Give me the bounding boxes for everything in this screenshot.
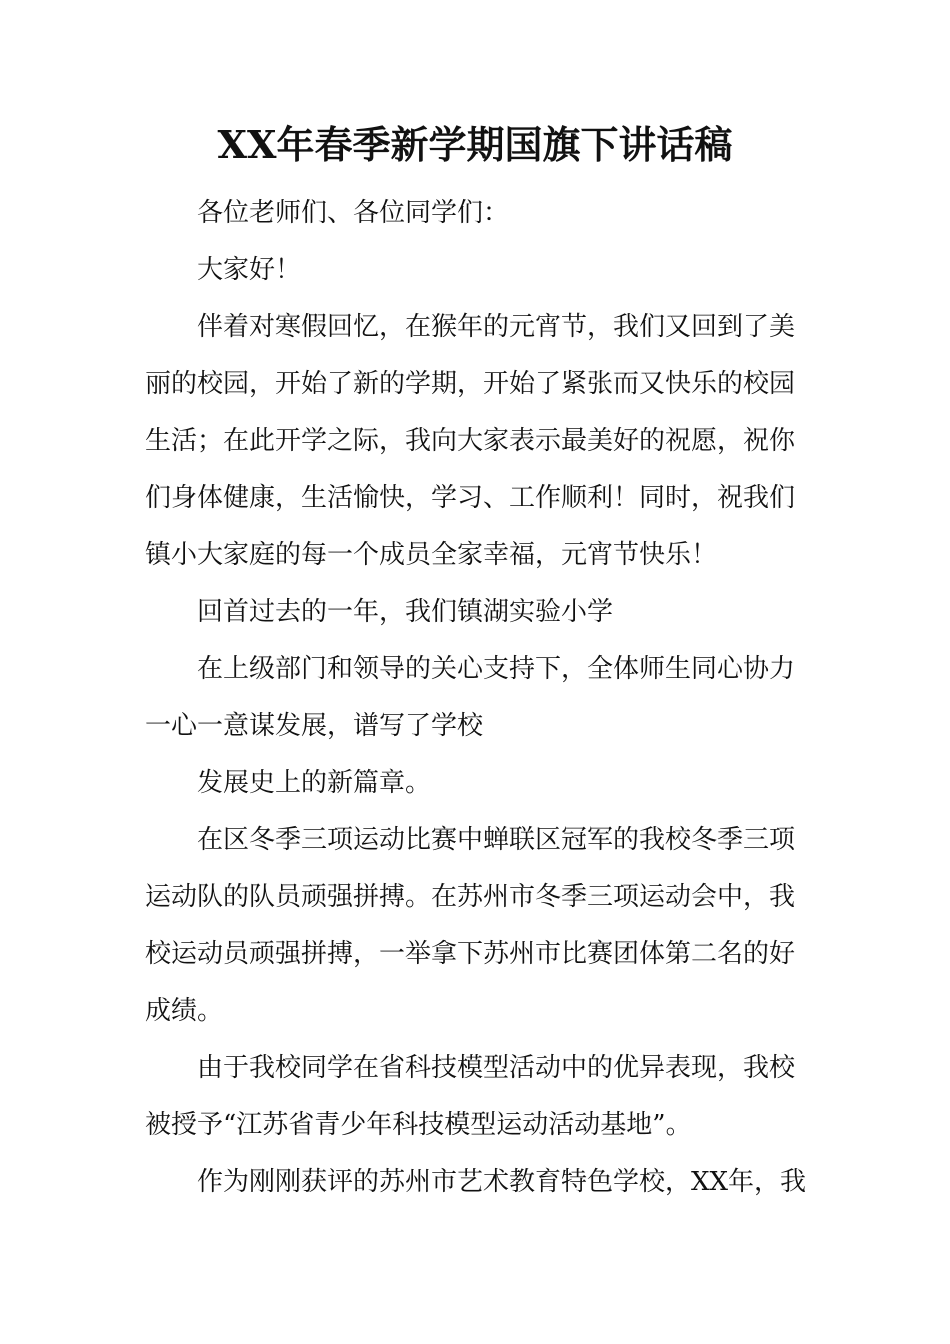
paragraph-line: 生活；在此开学之际，我向大家表示最美好的祝愿，祝你 — [145, 426, 796, 456]
paragraph-line: 发展史上的新篇章。 — [197, 768, 432, 798]
paragraph-line: 作为刚刚获评的苏州市艺术教育特色学校，XX年，我 — [197, 1167, 807, 1197]
paragraph-line: 丽的校园，开始了新的学期，开始了紧张而又快乐的校园 — [145, 369, 796, 399]
paragraph-line: 运动队的队员顽强拼搏。在苏州市冬季三项运动会中，我 — [145, 882, 796, 912]
paragraph-line: 被授予“江苏省青少年科技模型运动活动基地”。 — [145, 1110, 692, 1140]
paragraph-line: 镇小大家庭的每一个成员全家幸福，元宵节快乐！ — [145, 540, 718, 570]
paragraph — [145, 812, 809, 1040]
paragraph — [145, 1154, 809, 1211]
document-title: XX年春季新学期国旗下讲话稿 — [217, 122, 733, 167]
paragraph-line: 在区冬季三项运动比赛中蝉联区冠军的我校冬季三项 — [197, 825, 796, 855]
paragraph — [145, 755, 809, 812]
paragraph-line: 大家好！ — [197, 255, 302, 285]
paragraph-line: 在上级部门和领导的关心支持下，全体师生同心协力 — [197, 654, 796, 684]
paragraph-line: 成绩。 — [145, 996, 224, 1026]
paragraph-line: 回首过去的一年，我们镇湖实验小学 — [197, 597, 614, 627]
paragraph-line: 由于我校同学在省科技模型活动中的优异表现，我校 — [197, 1053, 796, 1083]
paragraph-line: 们身体健康，生活愉快，学习、工作顺利！同时，祝我们 — [145, 483, 796, 513]
paragraph — [145, 242, 809, 299]
document-body — [145, 185, 809, 1211]
paragraph-line: 校运动员顽强拼搏，一举拿下苏州市比赛团体第二名的好 — [145, 939, 796, 969]
paragraph-line: 一心一意谋发展，谱写了学校 — [145, 711, 484, 741]
paragraph-line: 伴着对寒假回忆，在猴年的元宵节，我们又回到了美 — [197, 312, 796, 342]
paragraph — [145, 584, 809, 641]
paragraph-line: 各位老师们、各位同学们： — [197, 198, 510, 228]
paragraph — [145, 1040, 809, 1154]
paragraph — [145, 299, 809, 584]
paragraph — [145, 641, 809, 755]
paragraph — [145, 185, 809, 242]
